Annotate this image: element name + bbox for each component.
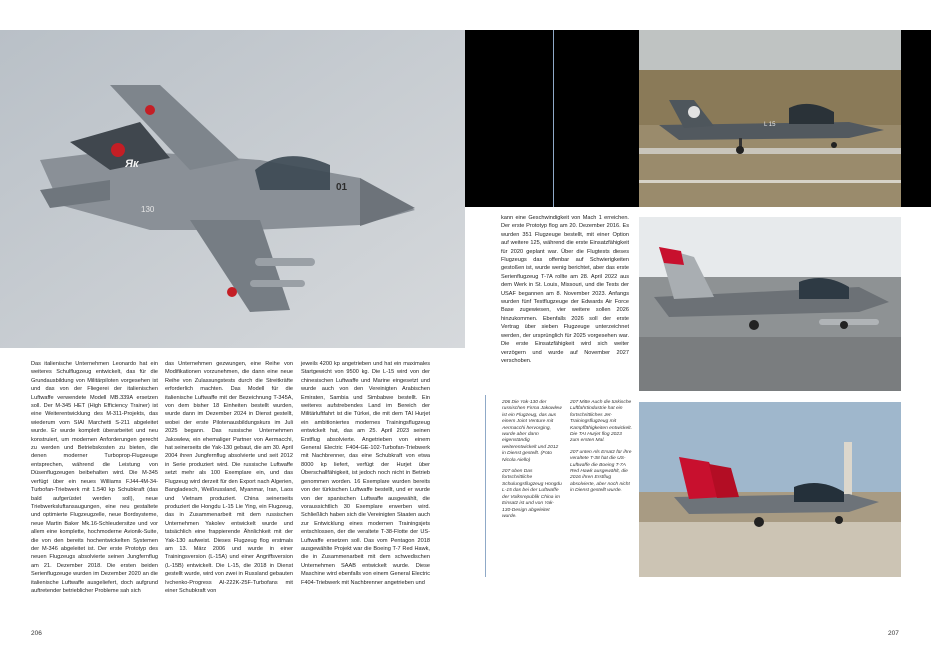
l15-marking: L 15	[764, 122, 776, 128]
vertical-rule-lower	[485, 395, 486, 577]
black-panel-right-edge	[901, 30, 931, 207]
left-column-2-text: das Unternehmen gezwungen, eine Reihe von Modifikationen vorzunehmen, die dann eine neue Reihe von Zulassungstests durch die Streitkräfte erforderlich machten. Das Modell für die italienische Luftwaffe mit der Bezeichnung T-345A, von dem bisher 18 Einheiten bestellt wurden, wurde dann im Dezember 2024 in Dienst gestellt, wobei der erste Pilotenausbildungskurs im Juli 2025 begann. Das russische Unternehmen Jakowlew, ein ehemaliger Partner von Aermacchi, hat seinerseits die Yak-130 gebaut, die am 30. April 2004 ihren Jungfernflug absolvierte und seit 2012 in Serie produziert wird. Die russische Luftwaffe setzt mehr als 100 Exemplare ein, und das Flugzeug wird derzeit für den Export nach Algerien, Bangladesch, Weißrussland, Myanmar, Iran, Laos und Vietnam produziert. China seinerseits produziert die Hongdu L-15 Lie Ying, ein Flugzeug, das in Zusammenarbeit mit dem russischen Unternehmen Yakolev entwickelt wurde und tatsächlich eine frappierende Ähnlichkeit mit der Yak-130 aufweist. Dieses Flugzeug flog erstmals am 13. März 2006 und wurde in einer Trainingsversion (L-15A) und einer Angriffsversion (L-15B) entwickelt. Die L-15, die 2018 in Dienst gestellt wurde, wird von zwei in Russland gebauten Ivchenko-Progress AI-222K-25F-Turbofans mit einer Schubkraft von	[165, 361, 293, 594]
yak130-marking: Як	[125, 158, 139, 170]
black-panel	[465, 30, 639, 207]
hurjet-photo	[639, 217, 901, 391]
yak130-aircraft-image	[0, 30, 465, 348]
left-page-number: 206	[31, 630, 42, 637]
caption-207-top: 207 oben Das fortschrittliche Schulungsflugzeug Hongdu L-15 das bei der Luftwaffe der Volksrepublik China im Einsatz ist und von Yak-130-Design abgeleitet wurde.	[502, 469, 562, 519]
captions-right	[570, 400, 632, 500]
left-text-column-1	[31, 360, 158, 595]
caption-207-bottom: 207 unten Als Ersatz für ihre veraltete T-38 hat die US-Luftwaffe die Boeing T-7A Red Hawk ausgewählt, die 2016 ihren Erstflug absolvierte, aber noch nicht in Dienst gestellt wurde.	[570, 449, 632, 494]
captions-left	[502, 400, 562, 525]
left-text-column-3	[301, 360, 430, 587]
right-text-column	[501, 214, 629, 365]
yak130-tail-number: 130	[141, 205, 155, 214]
caption-206: 206 Die Yak-130 der russischen Firma Jakowlew ist ein Flugzeug, das aus einem Joint Venture mit Aermacchi hervorging, wurde aber dann eigenständig weiterentwickelt und 2012 in Dienst gestellt. (Foto Nicola Aiello)	[502, 400, 562, 463]
yak130-nose-number: 01	[336, 182, 348, 193]
left-column-1-text: Das italienische Unternehmen Leonardo hat ein weiteres Schulflugzeug entwickelt, das für die Grundausbildung von Militärpiloten vorgesehen ist und das von der Fliegerei der italienischen Luftwaffe verwendete Modell MB.339A ersetzen soll. Der M-345 HET (High Efficiency Trainer) ist eine Weiterentwicklung des M-311-Projekts, das wiederum vom SIAI Marchetti S-211 abgeleitet wurde. Er wurde komplett überarbeitet und neu konstruiert, um modernen Anforderungen gerecht zu werden und Betriebskosten zu bieten, die denen moderner Turboprop-Flugzeuge entsprechen, während die Leistung von Düsenflugzeugen beibehalten wird. Die M-345 verfügt über ein neues Williams FJ44-4M-34-Turbofan-Triebwerk mit 1.540 kp Schubkraft (das bald aufgerüstet werden soll), neue Triebwerksluftansaugungen, eine neu gestaltete und optimierte Flugzeugzelle, neue Bordsysteme, neue Martin Baker Mk.16-Schleudersitze und vor allem eine komplette, hochmoderne Avionik-Suite, die von den bereits hochentwickelten Systemen der M-346 abgeleitet ist. Der erste Prototyp des neuen Flugzeugs absolvierte seinen Jungfernflug am 21. Dezember 2018. Die ersten beiden Serienflugzeuge wurden im Dezember 2020 an die italienische Luftwaffe ausgeliefert, doch aufgrund auftretender betrieblicher Probleme sah sich	[31, 361, 158, 594]
l15-aircraft-image	[639, 30, 901, 207]
left-text-column-2	[165, 360, 293, 595]
caption-207-middle: 207 Mitte Auch die türkische Luftfahrtindustrie hat ein fortschrittliches Jet-Trainingsflugzeug mit Kampffähigkeiten entwickelt. Die TAI Hurjet flog 2023 zum ersten Mal.	[570, 400, 632, 444]
vertical-rule	[553, 30, 554, 207]
l15-photo	[639, 30, 901, 207]
right-page-number: 207	[888, 630, 899, 637]
right-column-text: kann eine Geschwindigkeit von Mach 1 erreichen. Der erste Prototyp flog am 20. Dezember 2016. Es wurden 351 Flugzeuge bestellt, mit einer Option auf weitere 125, während die erste Einsatzfähigkeit für 2020 geplant war. Über die Flugtests dieses Flugzeugs das offenbar auf Schwierigkeiten gestoßen ist, wurde wenig berichtet, aber das erste Serienflugzeug T-7A rollte am 28. April 2022 aus dem Werk in St. Louis, Missouri, und die Tests der USAF begannen am 8. November 2023. Anfangs wurden fünf Testflugzeuge der Edwards Air Force Base zugewiesen, vier weitere sollen 2026 hinzukommen. Ebenfalls 2026 soll der erste Vertrag über sieben Flugzeuge unterzeichnet werden, der ursprünglich für 2025 vorgesehen war. Die erste Einsatzfähigkeit wird sich weiter verzögern und wurde auf November 2027 verschoben.	[501, 215, 629, 364]
left-column-3-text: jeweils 4200 kp angetrieben und hat ein maximales Startgewicht von 9500 kg. Die L-15 wird von der chinesischen Luftwaffe und Marine eingesetzt und wurde auch von den Vereinigten Arabischen Emiraten, Sambia und Simbabwe bestellt. Ein weiteres aufstrebendes Land im Bereich der Militärluftfahrt ist die Türkei, die mit dem TAI Hurjet ein ambitioniertes modernes Trainingsflugzeug entwickelt hat, das am 25. April 2023 seinen Erstflug absolvierte. Angetrieben von einem General Electric F404-GE-102-Turbofan-Triebwerk mit Nachbrenner, das eine Schubkraft von etwa 8000 kp liefert, verfügt der Hurjet über Überschallfähigkeit, ist jedoch noch nicht in Betrieb genommen worden. 16 Exemplare wurden bereits von der türkischen Luftwaffe bestellt, und er wurde von der spanischen Luftwaffe ausgewählt, die voraussichtlich 30 Exemplare erwerben wird. Schließlich haben sich die Vereinigten Staaten auch zur Entwicklung eines modernen Trainingsjets entschlossen, der die veraltete T-38-Flotte der US-Luftwaffe ersetzen soll. Das vom Pentagon 2018 ausgewählte Projekt war die Boeing T-7 Red Hawk, die in Zusammenarbeit mit dem schwedischen Unternehmen SAAB entwickelt wurde. Diese Maschine wird ebenfalls von einem General Electric F404-Triebwerk mit Nachbrenner angetrieben und	[301, 361, 430, 586]
t7a-aircraft-image	[639, 402, 901, 577]
yak130-photo	[0, 30, 465, 348]
t7a-photo	[639, 402, 901, 577]
hurjet-aircraft-image	[639, 217, 901, 391]
